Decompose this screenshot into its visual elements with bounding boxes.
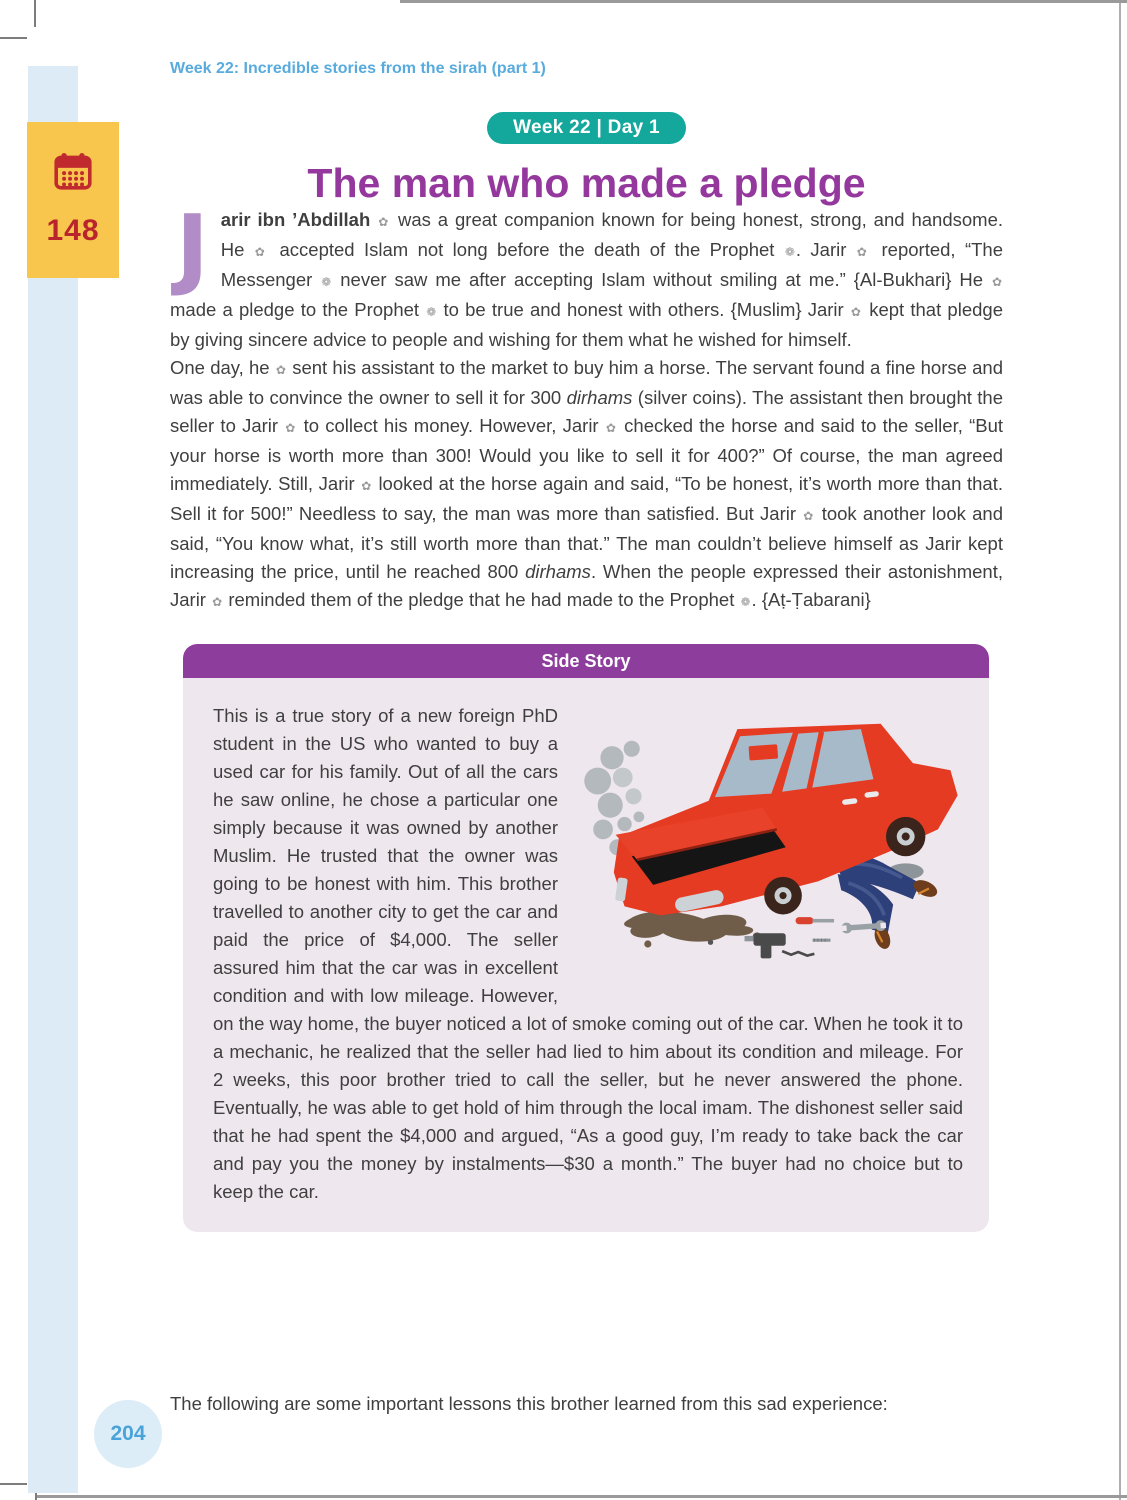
honorific-companion-icon: ✿	[991, 275, 1003, 289]
week-day-badge-row	[170, 112, 1003, 144]
crop-mark-top-left	[34, 0, 36, 27]
honorific-prophet-icon: ❁	[740, 595, 751, 609]
page-edge-right	[1119, 3, 1121, 1500]
page-number-badge	[94, 1400, 162, 1468]
page-title: The man who made a pledge	[307, 160, 866, 206]
day-count: 148	[46, 214, 100, 247]
lessons-lead-in: The following are some important lessons this brother learned from this sad experience:	[170, 1393, 888, 1414]
honorific-prophet-icon: ❁	[784, 245, 795, 259]
mechanic-legs	[830, 856, 939, 952]
side-story-text: This is a true story of a new foreign PhD student in the US who wanted to buy a used car for his family. Out of all the cars he saw online, he chose a particular one simply because it was owned by another Muslim. He trusted that the owner was going to be honest with him. This brother travelled to another city to get the car and paid the price of $4,000. The seller assured him that the car was in excellent condition and with low mileage. However, on the way home, the buyer noticed a lot of smoke coming out of the car. When he took it to a mechanic, he realized that the seller had lied to him about its condition and mileage. For 2 weeks, this poor brother tried to call the seller, but he never answered the phone. Eventually, he was able to get hold of him through the local imam. The dishonest seller said that he had spent the $4,000 and argued, “As a good guy, I’m ready to take back the car and pay you the money by instalments—$30 a month.” The buyer had no choice but to keep the car.	[213, 705, 963, 1202]
week-day-card	[27, 122, 119, 278]
car-illustration	[578, 702, 963, 989]
honorific-companion-icon: ✿	[212, 595, 223, 609]
honorific-companion-icon: ✿	[254, 245, 270, 259]
honorific-companion-icon: ✿	[605, 421, 617, 435]
honorific-companion-icon: ✿	[850, 305, 863, 319]
calendar-icon	[52, 150, 94, 192]
honorific-companion-icon: ✿	[361, 479, 372, 493]
dropcap: J	[176, 196, 209, 299]
oil-puddle	[624, 912, 761, 948]
page-content	[170, 0, 1003, 1232]
story-paragraph-2: One day, he ✿ sent his assistant to the market to buy him a horse. The servant found a fine horse and was able to convince the owner to sell it for 300 dirhams (silver coins). The assistant then brought the seller to Jarir ✿ to collect his money. However, Jarir ✿ checked the horse and said to the seller, “But your horse is worth more than 300! Would you like to sell it for 400?” Of course, the man agreed immediately. Still, Jarir ✿ looked at the horse again and said, “To be honest, it’s worth more than that. Sell it for 500!” Needless to say, the man was more than satisfied. But Jarir ✿ took another look and said, “You know what, it’s still worth more than that.” The man couldn’t believe himself as Jarir kept increasing the price, until he reached 800 dirhams. When the people expressed their astonishment, Jarir ✿ reminded them of the pledge that he had made to the Prophet ❁. {Aṭ-Ṭabarani}	[170, 357, 1004, 610]
honorific-companion-icon: ✿	[378, 215, 391, 229]
honorific-companion-icon: ✿	[275, 363, 286, 377]
honorific-companion-icon: ✿	[803, 509, 815, 523]
honorific-prophet-icon: ❁	[426, 305, 437, 319]
page-edge-bottom	[37, 1495, 1127, 1498]
side-story-box	[183, 644, 989, 1232]
crop-mark-top-left-h	[0, 37, 27, 39]
side-story-body	[183, 678, 989, 1232]
week-day-badge: Week 22 | Day 1	[487, 112, 686, 144]
honorific-companion-icon: ✿	[856, 245, 872, 259]
honorific-prophet-icon: ❁	[321, 275, 332, 289]
honorific-companion-icon: ✿	[285, 421, 297, 435]
running-header: Week 22: Incredible stories from the sirah (part 1)	[170, 60, 546, 77]
page-number: 204	[110, 1422, 146, 1445]
story-paragraph-1: Jarir ibn ’Abdillah ✿ was a great companion known for being honest, strong, and handsome. He ✿ accepted Islam not long before the death of the Prophet ❁. Jarir ✿ reported, “The Messenger ❁ never saw me after accepting Islam without smiling at me.” {Al-Bukhari} He ✿ made a pledge to the Prophet ❁ to be true and honest with others. {Muslim} Jarir ✿ kept that pledge by giving sincere advice to people and wishing for them what he wished for himself.	[170, 196, 1003, 350]
crop-mark-bottom-left-h	[0, 1483, 27, 1485]
left-accent-bar	[28, 66, 78, 1493]
side-story-header: Side Story	[183, 644, 989, 678]
